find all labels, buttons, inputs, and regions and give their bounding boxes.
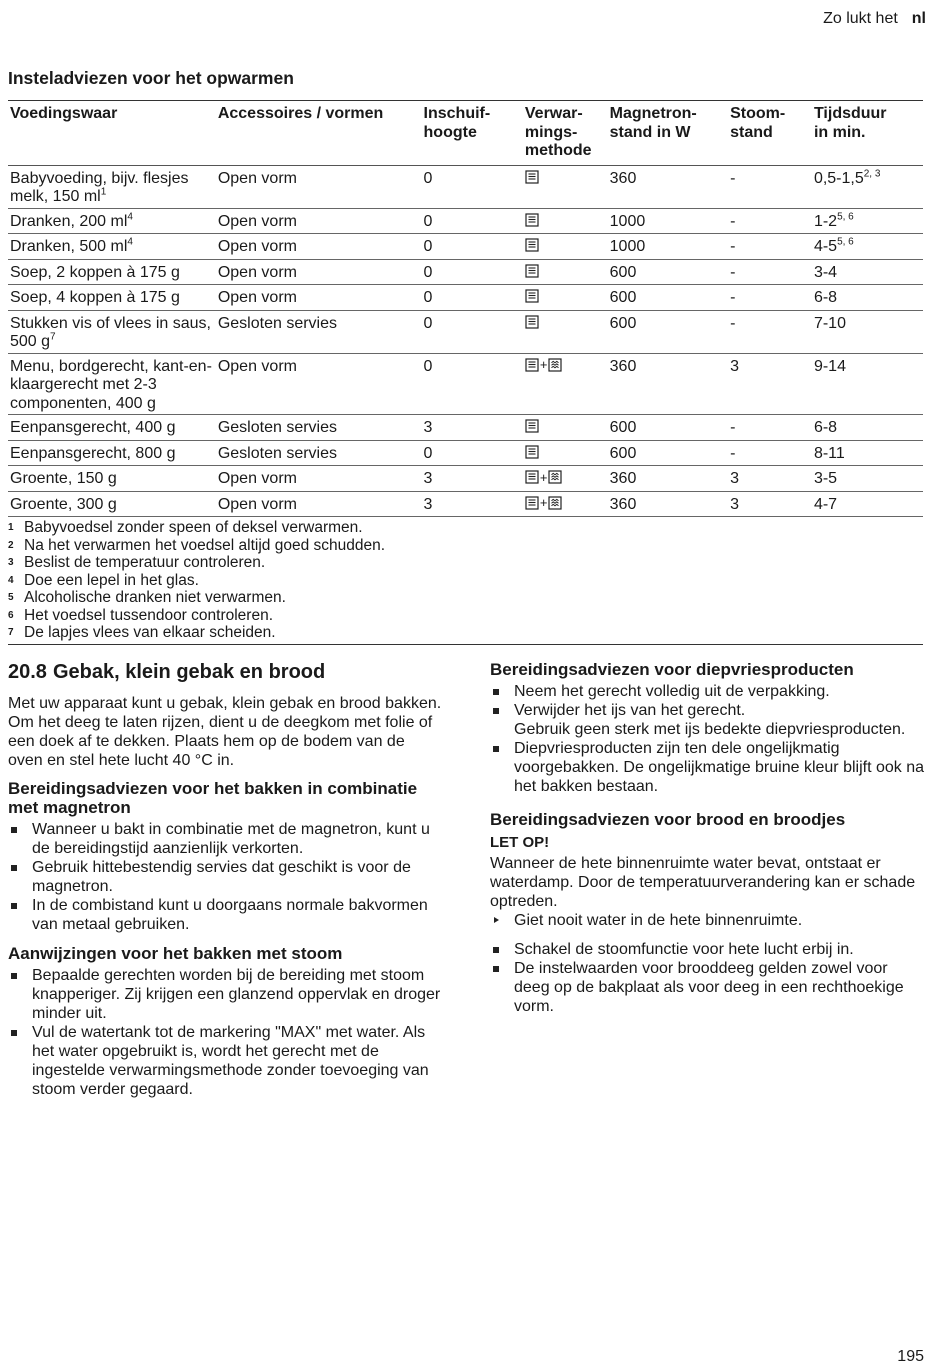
cell-microwave-power: 600 [608, 415, 728, 441]
cell-duration [812, 285, 923, 311]
cell-steam-level: - [728, 259, 812, 285]
plus-sign: + [539, 357, 548, 372]
col-header-level: Inschuif- hoogte [422, 101, 523, 166]
cell-level: 0 [422, 310, 523, 353]
food-text: Eenpansgerecht, 800 g [10, 444, 176, 462]
section-number: 20.8 [8, 661, 47, 683]
cell-duration [812, 259, 923, 285]
bread-heading: Bereidingsadviezen voor brood en broodjes [490, 810, 846, 829]
running-title: Zo lukt het [823, 10, 898, 27]
section-heading [8, 660, 443, 684]
reheat-settings-table [8, 100, 923, 645]
cell-food [8, 208, 216, 234]
cell-food [8, 491, 216, 517]
cell-microwave-power: 1000 [608, 234, 728, 260]
method-icons [525, 213, 539, 227]
footnote-text: Babyvoedsel zonder speen of deksel verwarmen. [24, 519, 363, 536]
cell-steam-level: - [728, 415, 812, 441]
cell-microwave-power: 600 [608, 310, 728, 353]
plus-sign: + [539, 495, 548, 510]
cell-steam-level: - [728, 208, 812, 234]
duration-text: 0,5-1,5 [813, 169, 864, 187]
cell-steam-level: - [728, 234, 812, 260]
duration-text: 3-4 [813, 263, 838, 281]
cell-accessories: Open vorm [216, 353, 422, 415]
footnote-number: 1 [8, 522, 14, 533]
cell-level: 3 [422, 491, 523, 517]
cell-accessories: Open vorm [216, 491, 422, 517]
cell-food [8, 165, 216, 208]
cell-steam-level: - [728, 165, 812, 208]
cell-duration [812, 491, 923, 517]
microwave-icon [525, 445, 539, 459]
microwave-icon [525, 470, 539, 484]
cell-microwave-power: 360 [608, 491, 728, 517]
microwave-icon [525, 419, 539, 433]
method-icons [525, 289, 539, 303]
method-icons [525, 264, 539, 278]
cell-level: 3 [422, 466, 523, 492]
warning-text: Wanneer de hete binnenruimte water bevat, ontstaat er waterdamp. Door de temperatuurverandering kan er schade optreden. [490, 855, 916, 910]
cell-method [523, 165, 608, 208]
reheat-table-title: Insteladviezen voor het opwarmen [8, 68, 294, 88]
warning-action: Giet nooit water in de hete binnenruimte. [490, 911, 925, 930]
table-row [8, 353, 923, 415]
footnote [8, 519, 923, 537]
intro-paragraph-1: Met uw apparaat kunt u gebak, klein gebak en brood bakken. [8, 695, 442, 712]
list-item: Neem het gerecht volledig uit de verpakking. [490, 682, 925, 701]
cell-food [8, 259, 216, 285]
method-icons [525, 496, 563, 510]
duration-text: 1-2 [813, 212, 838, 230]
frozen-list [490, 682, 925, 796]
food-text: Soep, 4 koppen à 175 g [10, 289, 180, 306]
cell-food [8, 440, 216, 466]
footnotes-row [8, 517, 923, 645]
footnote-ref: 1 [100, 186, 107, 198]
list-item-text: Verwijder het ijs van het gerecht. [514, 702, 746, 719]
footnote-number: 7 [8, 627, 14, 638]
section-title: Gebak, klein gebak en brood [52, 661, 326, 683]
food-text: Babyvoeding, bijv. flesjes melk, 150 ml [10, 169, 189, 205]
cell-food [8, 310, 216, 353]
right-column [490, 660, 925, 1016]
left-column [8, 660, 443, 1099]
cell-level: 0 [422, 234, 523, 260]
list-item: Gebruik hittebestendig servies dat geschikt is voor de magnetron. [8, 858, 443, 896]
cell-method [523, 353, 608, 415]
cell-level: 3 [422, 415, 523, 441]
cell-duration [812, 208, 923, 234]
footnote-number: 3 [8, 557, 14, 568]
table-row [8, 310, 923, 353]
plus-sign: + [539, 469, 548, 485]
footnote-ref: 4 [127, 211, 133, 223]
cell-microwave-power: 360 [608, 466, 728, 492]
intro-paragraph-2: Om het deeg te laten rijzen, dient u de deegkom met folie of een doek af te dekken. Plaats hem op de bodem van de oven en stel hete lucht 40 °C in. [8, 714, 433, 769]
cell-food [8, 234, 216, 260]
cell-steam-level: - [728, 440, 812, 466]
cell-duration [812, 440, 923, 466]
table-row [8, 285, 923, 311]
footnote-ref: 2, 3 [863, 168, 881, 180]
cell-accessories: Open vorm [216, 259, 422, 285]
cell-steam-level: 3 [728, 491, 812, 517]
cell-method [523, 491, 608, 517]
footnote [8, 537, 923, 555]
table-row [8, 466, 923, 492]
method-icons [525, 419, 539, 433]
table-row [8, 440, 923, 466]
footnote [8, 554, 923, 572]
cell-food [8, 415, 216, 441]
running-header [823, 10, 926, 28]
warning-action-list [490, 911, 925, 930]
cell-level: 0 [422, 285, 523, 311]
cell-steam-level: 3 [728, 353, 812, 415]
cell-steam-level: - [728, 310, 812, 353]
steam-icon [548, 358, 562, 372]
combi-heading: Bereidingsadviezen voor het bakken in combinatie met magnetron [8, 779, 418, 817]
col-header-duration: Tijdsduur in min. [812, 101, 923, 166]
cell-microwave-power: 1000 [608, 208, 728, 234]
list-item: De instelwaarden voor brooddeeg gelden zowel voor deeg op de bakplaat als voor deeg in een rechthoekige vorm. [490, 959, 925, 1016]
list-item-note: Gebruik geen sterk met ijs bedekte diepvriesproducten. [514, 721, 906, 738]
cell-accessories: Open vorm [216, 165, 422, 208]
cell-method [523, 259, 608, 285]
col-header-steam-level: Stoom- stand [728, 101, 812, 166]
footnote-text: Na het verwarmen het voedsel altijd goed schudden. [24, 536, 386, 554]
list-item: In de combistand kunt u doorgaans normale bakvormen van metaal gebruiken. [8, 896, 443, 934]
cell-method [523, 208, 608, 234]
duration-text: 9-14 [813, 357, 846, 375]
microwave-icon [525, 213, 539, 227]
table-row [8, 259, 923, 285]
cell-method [523, 234, 608, 260]
duration-text: 6-8 [813, 419, 838, 436]
steam-icon [548, 496, 562, 510]
col-header-method: Verwar- mings- methode [523, 101, 608, 166]
steam-heading: Aanwijzingen voor het bakken met stoom [8, 944, 343, 963]
table-row [8, 491, 923, 517]
food-text: Eenpansgerecht, 400 g [10, 419, 176, 436]
cell-accessories: Gesloten servies [216, 440, 422, 466]
cell-accessories: Gesloten servies [216, 415, 422, 441]
cell-duration [812, 353, 923, 415]
footnote-ref: 5, 6 [837, 211, 854, 223]
cell-microwave-power: 600 [608, 440, 728, 466]
footnote-text: Het voedsel tussendoor controleren. [24, 606, 274, 624]
cell-accessories: Open vorm [216, 466, 422, 492]
footnote-text: De lapjes vlees van elkaar scheiden. [24, 624, 276, 641]
cell-level: 0 [422, 259, 523, 285]
cell-food [8, 466, 216, 492]
cell-microwave-power: 360 [608, 353, 728, 415]
cell-duration [812, 415, 923, 441]
microwave-icon [525, 170, 539, 184]
cell-accessories: Open vorm [216, 208, 422, 234]
footnote-number: 5 [8, 592, 14, 603]
cell-duration [812, 234, 923, 260]
footnote [8, 624, 923, 642]
food-text: Menu, bordgerecht, kant-en-klaargerecht met 2-3 componenten, 400 g [10, 357, 212, 412]
list-item [490, 701, 925, 739]
cell-level: 0 [422, 165, 523, 208]
cell-duration [812, 310, 923, 353]
frozen-heading: Bereidingsadviezen voor diepvriesproducten [490, 660, 854, 679]
method-icons [525, 170, 539, 184]
table-row [8, 234, 923, 260]
food-text: Soep, 2 koppen à 175 g [10, 263, 180, 281]
footnote-text: Doe een lepel in het glas. [24, 571, 199, 589]
method-icons [525, 358, 563, 372]
cell-steam-level: - [728, 285, 812, 311]
cell-method [523, 466, 608, 492]
duration-text: 7-10 [813, 314, 846, 332]
table-row [8, 415, 923, 441]
food-text: Dranken, 200 ml [10, 212, 128, 230]
footnote-number: 4 [8, 574, 14, 586]
footnote [8, 589, 923, 607]
footnote-number: 2 [8, 539, 14, 551]
cell-method [523, 415, 608, 441]
cell-accessories: Open vorm [216, 234, 422, 260]
microwave-icon [525, 496, 539, 510]
duration-text: 8-11 [813, 444, 845, 462]
col-header-accessories: Accessoires / vormen [216, 101, 422, 166]
duration-text: 6-8 [813, 289, 838, 306]
footnote-ref: 4 [127, 236, 133, 248]
table-body [8, 165, 923, 517]
cell-method [523, 310, 608, 353]
footnote-ref: 5, 6 [837, 236, 854, 248]
food-text: Groente, 300 g [10, 495, 117, 513]
cell-level: 0 [422, 353, 523, 415]
col-header-food: Voedingswaar [8, 101, 216, 166]
page-number: 195 [897, 1348, 924, 1365]
table-row [8, 165, 923, 208]
cell-method [523, 285, 608, 311]
footnote [8, 572, 923, 590]
cell-steam-level: 3 [728, 466, 812, 492]
cell-accessories: Gesloten servies [216, 310, 422, 353]
cell-method [523, 440, 608, 466]
microwave-icon [525, 358, 539, 372]
list-item: Bepaalde gerechten worden bij de bereiding met stoom knapperiger. Zij krijgen een glanzend oppervlak en droger minder uit. [8, 966, 443, 1023]
method-icons [525, 445, 539, 459]
food-text: Groente, 150 g [10, 470, 117, 487]
footnote-ref: 7 [50, 331, 56, 343]
cell-duration [812, 165, 923, 208]
footnote-list [8, 519, 923, 642]
list-item: Schakel de stoomfunctie voor hete lucht erbij in. [490, 940, 925, 959]
list-item: Wanneer u bakt in combinatie met de magnetron, kunt u de bereidingstijd aanzienlijk verkorten. [8, 820, 443, 858]
cell-level: 0 [422, 208, 523, 234]
list-item: Vul de watertank tot de markering "MAX" met water. Als het water opgebruikt is, wordt het gerecht met de ingestelde verwarmingsmethode zonder toevoeging van stoom verder gegaard. [8, 1023, 443, 1099]
footnote-text: Beslist de temperatuur controleren. [24, 554, 266, 571]
microwave-icon [525, 238, 539, 252]
combi-list [8, 820, 443, 934]
cell-food [8, 285, 216, 311]
language-code: nl [911, 10, 926, 27]
microwave-icon [525, 264, 539, 278]
bread-list [490, 940, 925, 1016]
table-header-row [8, 101, 923, 166]
table-row [8, 208, 923, 234]
duration-text: 4-7 [813, 495, 838, 513]
footnote [8, 607, 923, 625]
cell-level: 0 [422, 440, 523, 466]
col-header-microwave-power: Magnetron- stand in W [608, 101, 728, 166]
cell-duration [812, 466, 923, 492]
cell-food [8, 353, 216, 415]
method-icons [525, 470, 563, 484]
steam-list [8, 966, 443, 1099]
warning-label: LET OP! [490, 834, 550, 851]
list-item: Diepvriesproducten zijn ten dele ongelijkmatig voorgebakken. De ongelijkmatige bruine kleur blijft ook na het bakken bestaan. [490, 739, 925, 796]
footnote-number: 6 [8, 609, 14, 621]
method-icons [525, 315, 539, 329]
method-icons [525, 238, 539, 252]
cell-microwave-power: 360 [608, 165, 728, 208]
footnote-text: Alcoholische dranken niet verwarmen. [24, 589, 286, 606]
cell-accessories: Open vorm [216, 285, 422, 311]
duration-text: 4-5 [813, 238, 838, 255]
microwave-icon [525, 315, 539, 329]
steam-icon [548, 470, 562, 484]
food-text: Stukken vis of vlees in saus, 500 g [10, 314, 211, 350]
duration-text: 3-5 [813, 470, 838, 487]
cell-microwave-power: 600 [608, 259, 728, 285]
microwave-icon [525, 289, 539, 303]
cell-microwave-power: 600 [608, 285, 728, 311]
food-text: Dranken, 500 ml [10, 238, 128, 255]
